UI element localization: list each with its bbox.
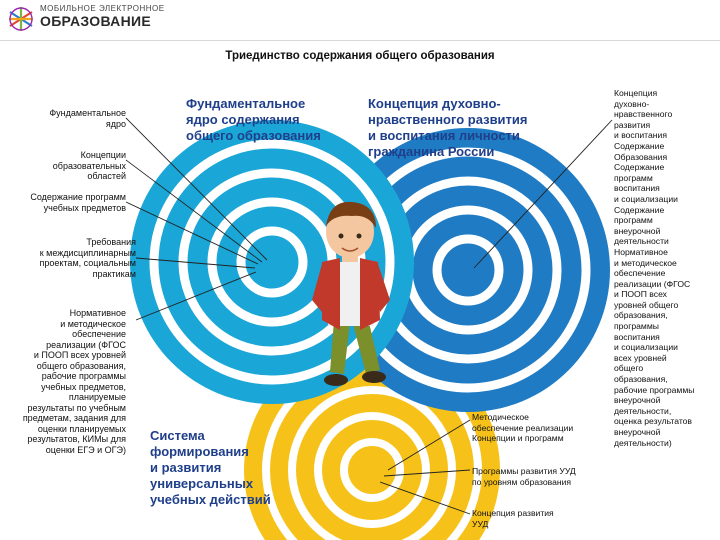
label-uud-programs: Программы развития УУД по уровням образования — [472, 466, 576, 487]
label-subject-programs: Содержание программ учебных предметов — [30, 192, 126, 213]
page-title: Триединство содержания общего образования — [225, 50, 495, 62]
label-project-requirements: Требования к междисциплинарным проектам, социальным практикам — [39, 237, 136, 279]
label-uud-concept: Концепция развития УУД — [472, 508, 554, 529]
title-uud-system: Система формирования и развития универсальных учебных действий — [150, 428, 271, 507]
label-normative-support: Нормативное и методическое обеспечение реализации (ФГОС и ПООП всех уровней общего образования, рабочие программы учебных предметов, планируемые результаты по учебным предметам, задания для оценки планируемых результатов, КИМы для оценки ЕГЭ и ОГЭ) — [22, 308, 126, 455]
logo-top-text: МОБИЛЬНОЕ ЭЛЕКТРОННОЕ — [40, 4, 165, 13]
title-fundamental-core: Фундаментальное ядро содержания общего образования — [186, 96, 321, 143]
title-moral-development: Концепция духовно- нравственного развития и воспитания личности гражданина России — [368, 96, 528, 159]
label-fundamental-core: Фундаментальное ядро — [49, 108, 126, 129]
right-column-text: Концепция духовно- нравственного развития и воспитания Содержание Образования Содержание программ воспитания и социализации Содержание программ внеурочной деятельности Нормативное и методическое обеспечение реализации (ФГОС и ПООП всех уровней общего образования, программы воспитания и социализации всех уровней общего образования, рабочие программы внеурочной деятельности, оценка результатов внеурочной деятельности) — [614, 88, 695, 448]
label-concepts-areas: Концепции образовательных областей — [52, 150, 126, 181]
label-methodical-support: Методическое обеспечение реализации Концепции и программ — [472, 412, 574, 443]
logo-main-text: ОБРАЗОВАНИЕ — [40, 13, 151, 29]
